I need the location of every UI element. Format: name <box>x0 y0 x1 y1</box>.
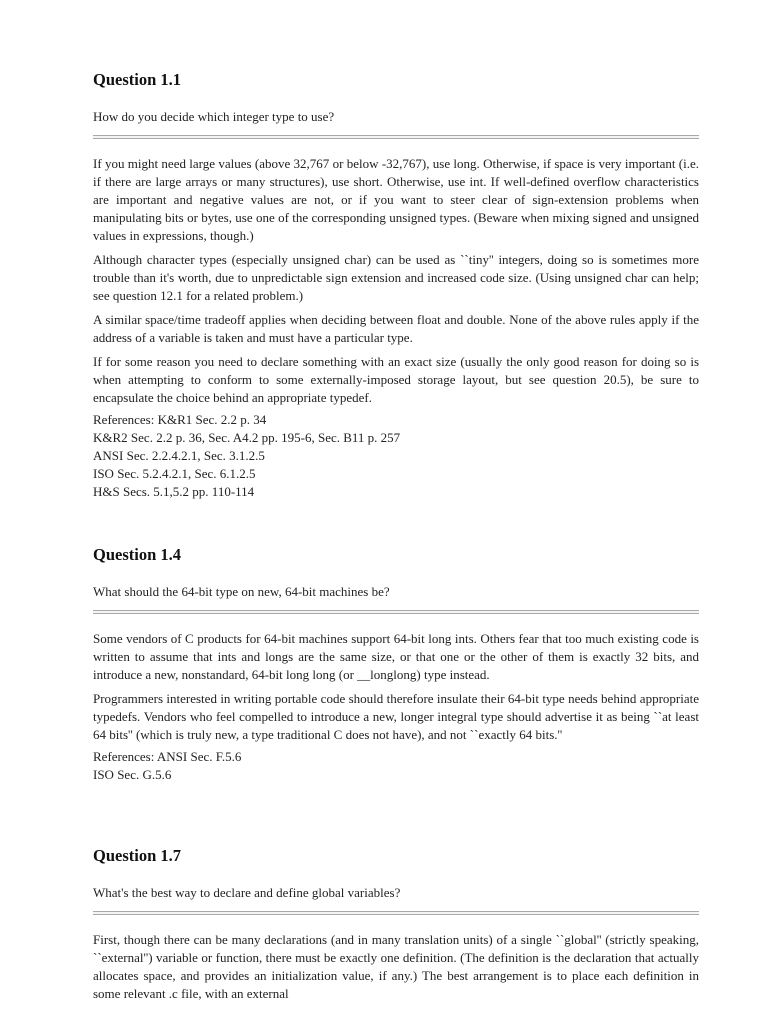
question-text: What should the 64-bit type on new, 64-bit machines be? <box>93 584 390 599</box>
reference-line: H&S Secs. 5.1,5.2 pp. 110-114 <box>93 484 255 499</box>
question-section-1-4 <box>93 545 699 784</box>
answer-block <box>93 931 699 1003</box>
answer-paragraph: Programmers interested in writing portable code should therefore insulate their 64-bit type needs behind appropriate typedefs. Vendors who feel compelled to introduce a new, longer integral type should advertise it as being ``at least 64 bits'' (which is truly new, a type traditional C does not have), and not ``exactly 64 bits.'' <box>93 691 699 742</box>
answer-block <box>93 630 699 744</box>
answer-paragraph: Although character types (especially unsigned char) can be used as ``tiny'' integers, doing so is sometimes more trouble than it's worth, due to unpredictable sign extension and increased code size. (Using unsigned char can help; see question 12.1 for a related problem.) <box>93 252 699 303</box>
question-heading: Question 1.4 <box>93 545 182 564</box>
horizontal-rule <box>93 911 699 915</box>
answer-paragraph: A similar space/time tradeoff applies when deciding between float and double. None of the above rules apply if the address of a variable is taken and must have a particular type. <box>93 312 699 345</box>
horizontal-rule <box>93 135 699 139</box>
reference-line: ISO Sec. G.5.6 <box>93 767 172 782</box>
answer-paragraph: If for some reason you need to declare something with an exact size (usually the only good reason for doing so is when attempting to conform to some externally-imposed storage layout, but see question 20.5), be sure to encapsulate the choice behind an appropriate typedef. <box>93 354 699 405</box>
answer-paragraph: First, though there can be many declarations (and in many translation units) of a single ``global'' (strictly speaking, ``external'') variable or function, there must be exactly one definition. (The definition is the declaration that actually allocates space, and provides an initialization value, if any.) The best arrangement is to place each definition in some relevant .c file, with an external <box>93 932 699 1001</box>
reference-line: ISO Sec. 5.2.4.2.1, Sec. 6.1.2.5 <box>93 466 256 481</box>
question-heading: Question 1.7 <box>93 846 182 865</box>
answer-paragraph: If you might need large values (above 32,767 or below -32,767), use long. Otherwise, if space is very important (i.e. if there are large arrays or many structures), use short. Otherwise, use int. If well-defined overflow characteristics are important and negative values are not, or if you want to steer clear of sign-extension problems when manipulating bits or bytes, use one of the corresponding unsigned types. (Beware when mixing signed and unsigned values in expressions, though.) <box>93 156 699 243</box>
references-block <box>93 411 699 501</box>
answer-paragraph: Some vendors of C products for 64-bit machines support 64-bit long ints. Others fear that too much existing code is written to assume that ints and longs are the same size, or that one or the other of them is exactly 32 bits, and introduce a new, nonstandard, 64-bit long long (or __longlong) type instead. <box>93 631 699 682</box>
references-block <box>93 748 699 784</box>
question-text: How do you decide which integer type to use? <box>93 109 335 124</box>
question-text: What's the best way to declare and define global variables? <box>93 885 401 900</box>
reference-line: K&R2 Sec. 2.2 p. 36, Sec. A4.2 pp. 195-6, Sec. B11 p. 257 <box>93 430 401 445</box>
horizontal-rule <box>93 610 699 614</box>
question-section-1-1 <box>93 70 699 501</box>
question-section-1-7 <box>93 846 699 1003</box>
reference-line: References: ANSI Sec. F.5.6 <box>93 749 242 764</box>
reference-line: ANSI Sec. 2.2.4.2.1, Sec. 3.1.2.5 <box>93 448 265 463</box>
answer-block <box>93 155 699 407</box>
question-heading: Question 1.1 <box>93 70 182 89</box>
reference-line: References: K&R1 Sec. 2.2 p. 34 <box>93 412 267 427</box>
